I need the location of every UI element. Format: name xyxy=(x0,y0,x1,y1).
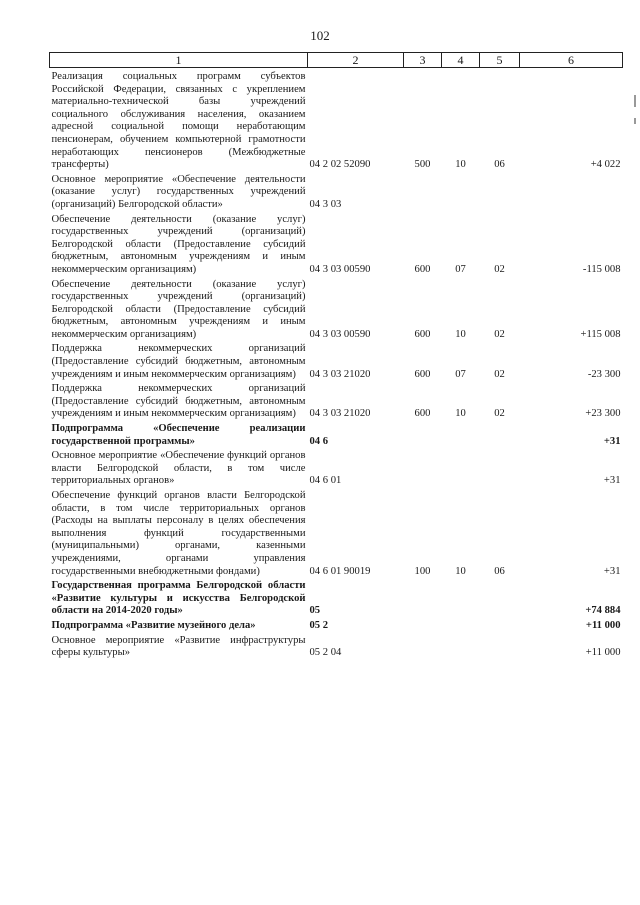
row-amount-cell xyxy=(520,174,623,214)
row-code-cell: 04 3 03 xyxy=(309,198,342,210)
row-name-cell: Поддержка некоммерческих организаций (Предоставление субсидий бюджетным, автономным учреждениям и иным некоммерческим организациям) xyxy=(51,383,306,420)
table-row xyxy=(50,174,623,214)
row-section-cell xyxy=(442,423,480,450)
row-code-cell: 05 2 04 xyxy=(309,647,342,659)
row-amount-cell: +31 xyxy=(603,475,621,487)
row-name-cell: Основное мероприятие «Развитие инфраструктуры сферы культуры» xyxy=(51,634,306,659)
table-row xyxy=(50,423,623,450)
table-row xyxy=(50,214,623,279)
budget-table xyxy=(49,52,623,662)
header-col-1: 1 xyxy=(50,53,308,68)
row-expense-type-cell: 600 xyxy=(414,328,431,340)
row-subsection-cell xyxy=(480,174,520,214)
row-section-cell: 10 xyxy=(455,328,466,340)
row-amount-cell: +31 xyxy=(603,435,621,447)
row-section-cell: 10 xyxy=(455,408,466,420)
row-expense-type-cell xyxy=(404,620,442,635)
row-subsection-cell: 02 xyxy=(494,408,505,420)
table-row xyxy=(50,580,623,620)
row-expense-type-cell: 600 xyxy=(414,368,431,380)
row-name-cell: Основное мероприятие «Обеспечение функций органов власти Белгородской области, в том числе территориальных органов» xyxy=(51,450,306,487)
row-name-cell: Основное мероприятие «Обеспечение деятельности (оказание услуг) государственных учреждений (организаций) Белгородской области» xyxy=(51,173,306,210)
row-amount-cell: +23 300 xyxy=(585,408,621,420)
row-amount-cell: +31 xyxy=(603,565,621,577)
row-amount-cell: -23 300 xyxy=(587,368,621,380)
table-row xyxy=(50,383,623,423)
row-expense-type-cell: 500 xyxy=(414,159,431,171)
table-row xyxy=(50,620,623,635)
row-amount-cell: +4 022 xyxy=(590,159,621,171)
table-row xyxy=(50,450,623,490)
row-name-cell: Обеспечение деятельности (оказание услуг) государственных учреждений (организаций) Белгородской области (Предоставление субсидий бюджетным, автономным учреждениям и иным некоммерческим организациям) xyxy=(51,278,306,340)
row-code-cell: 04 6 01 xyxy=(309,475,342,487)
row-amount-cell: +115 008 xyxy=(580,328,621,340)
row-amount-cell: +11 000 xyxy=(585,647,621,659)
row-expense-type-cell: 600 xyxy=(414,263,431,275)
header-col-6: 6 xyxy=(520,53,623,68)
row-expense-type-cell xyxy=(404,423,442,450)
row-subsection-cell: 06 xyxy=(494,565,505,577)
row-code-cell: 04 2 02 52090 xyxy=(309,159,371,171)
row-subsection-cell: 02 xyxy=(494,328,505,340)
row-section-cell xyxy=(442,635,480,662)
row-name-cell: Государственная программа Белгородской области «Развитие культуры и искусства Белгородской области на 2014-2020 годы» xyxy=(51,580,306,617)
row-code-cell: 04 3 03 00590 xyxy=(309,263,371,275)
header-col-5: 5 xyxy=(480,53,520,68)
row-amount-cell: -115 008 xyxy=(582,263,621,275)
row-expense-type-cell: 600 xyxy=(414,408,431,420)
row-subsection-cell xyxy=(480,635,520,662)
row-section-cell xyxy=(442,450,480,490)
header-col-4: 4 xyxy=(442,53,480,68)
row-subsection-cell xyxy=(480,620,520,635)
row-name-cell: Подпрограмма «Развитие музейного дела» xyxy=(51,619,256,631)
table-header xyxy=(50,53,623,68)
row-section-cell: 10 xyxy=(455,565,466,577)
row-subsection-cell: 02 xyxy=(494,263,505,275)
row-code-cell: 04 3 03 00590 xyxy=(309,328,371,340)
row-section-cell: 10 xyxy=(455,159,466,171)
row-amount-cell: +11 000 xyxy=(585,619,621,631)
row-subsection-cell xyxy=(480,580,520,620)
row-section-cell xyxy=(442,174,480,214)
table-row xyxy=(50,343,623,383)
row-section-cell xyxy=(442,620,480,635)
row-code-cell: 04 3 03 21020 xyxy=(309,408,371,420)
row-expense-type-cell xyxy=(404,580,442,620)
table-row xyxy=(50,279,623,344)
row-subsection-cell: 02 xyxy=(494,368,505,380)
row-section-cell xyxy=(442,580,480,620)
row-code-cell: 04 6 xyxy=(309,435,329,447)
row-subsection-cell: 06 xyxy=(494,159,505,171)
row-subsection-cell xyxy=(480,450,520,490)
header-col-2: 2 xyxy=(308,53,404,68)
row-name-cell: Обеспечение функций органов власти Белгородской области, в том числе территориальных органов (Расходы на выплаты персоналу в целях обеспечения выполнения функций государственными (муниципальными) органами, казенными учреждениями, органами управления государственными внебюджетными фондами) xyxy=(51,490,306,577)
row-section-cell: 07 xyxy=(455,368,466,380)
row-subsection-cell xyxy=(480,423,520,450)
row-expense-type-cell xyxy=(404,635,442,662)
page-number: 102 xyxy=(310,28,330,43)
table-row xyxy=(50,71,623,174)
header-col-3: 3 xyxy=(404,53,442,68)
row-name-cell: Реализация социальных программ субъектов Российской Федерации, связанных с укреплением материально-технической базы учреждений социального обслуживания населения, оказанием адресной социальной помощи неработающим пенсионерам, обучением компьютерной грамотности неработающих пенсионеров (Межбюджетные трансферты) xyxy=(51,71,306,171)
row-expense-type-cell xyxy=(404,450,442,490)
row-code-cell: 04 6 01 90019 xyxy=(309,565,371,577)
scan-margin-mark xyxy=(634,95,636,107)
row-code-cell: 04 3 03 21020 xyxy=(309,368,371,380)
row-code-cell: 05 2 xyxy=(309,619,329,631)
table-body xyxy=(50,68,623,662)
row-code-cell: 05 xyxy=(309,605,321,617)
row-section-cell: 07 xyxy=(455,263,466,275)
table-row xyxy=(50,490,623,580)
row-expense-type-cell: 100 xyxy=(414,565,431,577)
row-name-cell: Поддержка некоммерческих организаций (Предоставление субсидий бюджетным, автономным учреждениям и иным некоммерческим организациям) xyxy=(51,343,306,380)
row-name-cell: Подпрограмма «Обеспечение реализации государственной программы» xyxy=(51,423,306,447)
row-expense-type-cell xyxy=(404,174,442,214)
table-row xyxy=(50,635,623,662)
row-name-cell: Обеспечение деятельности (оказание услуг) государственных учреждений (организаций) Белгородской области (Предоставление субсидий бюджетным, автономным учреждениям и иным некоммерческим организациям) xyxy=(51,213,306,275)
row-amount-cell: +74 884 xyxy=(585,605,621,617)
scan-margin-mark xyxy=(634,118,636,124)
